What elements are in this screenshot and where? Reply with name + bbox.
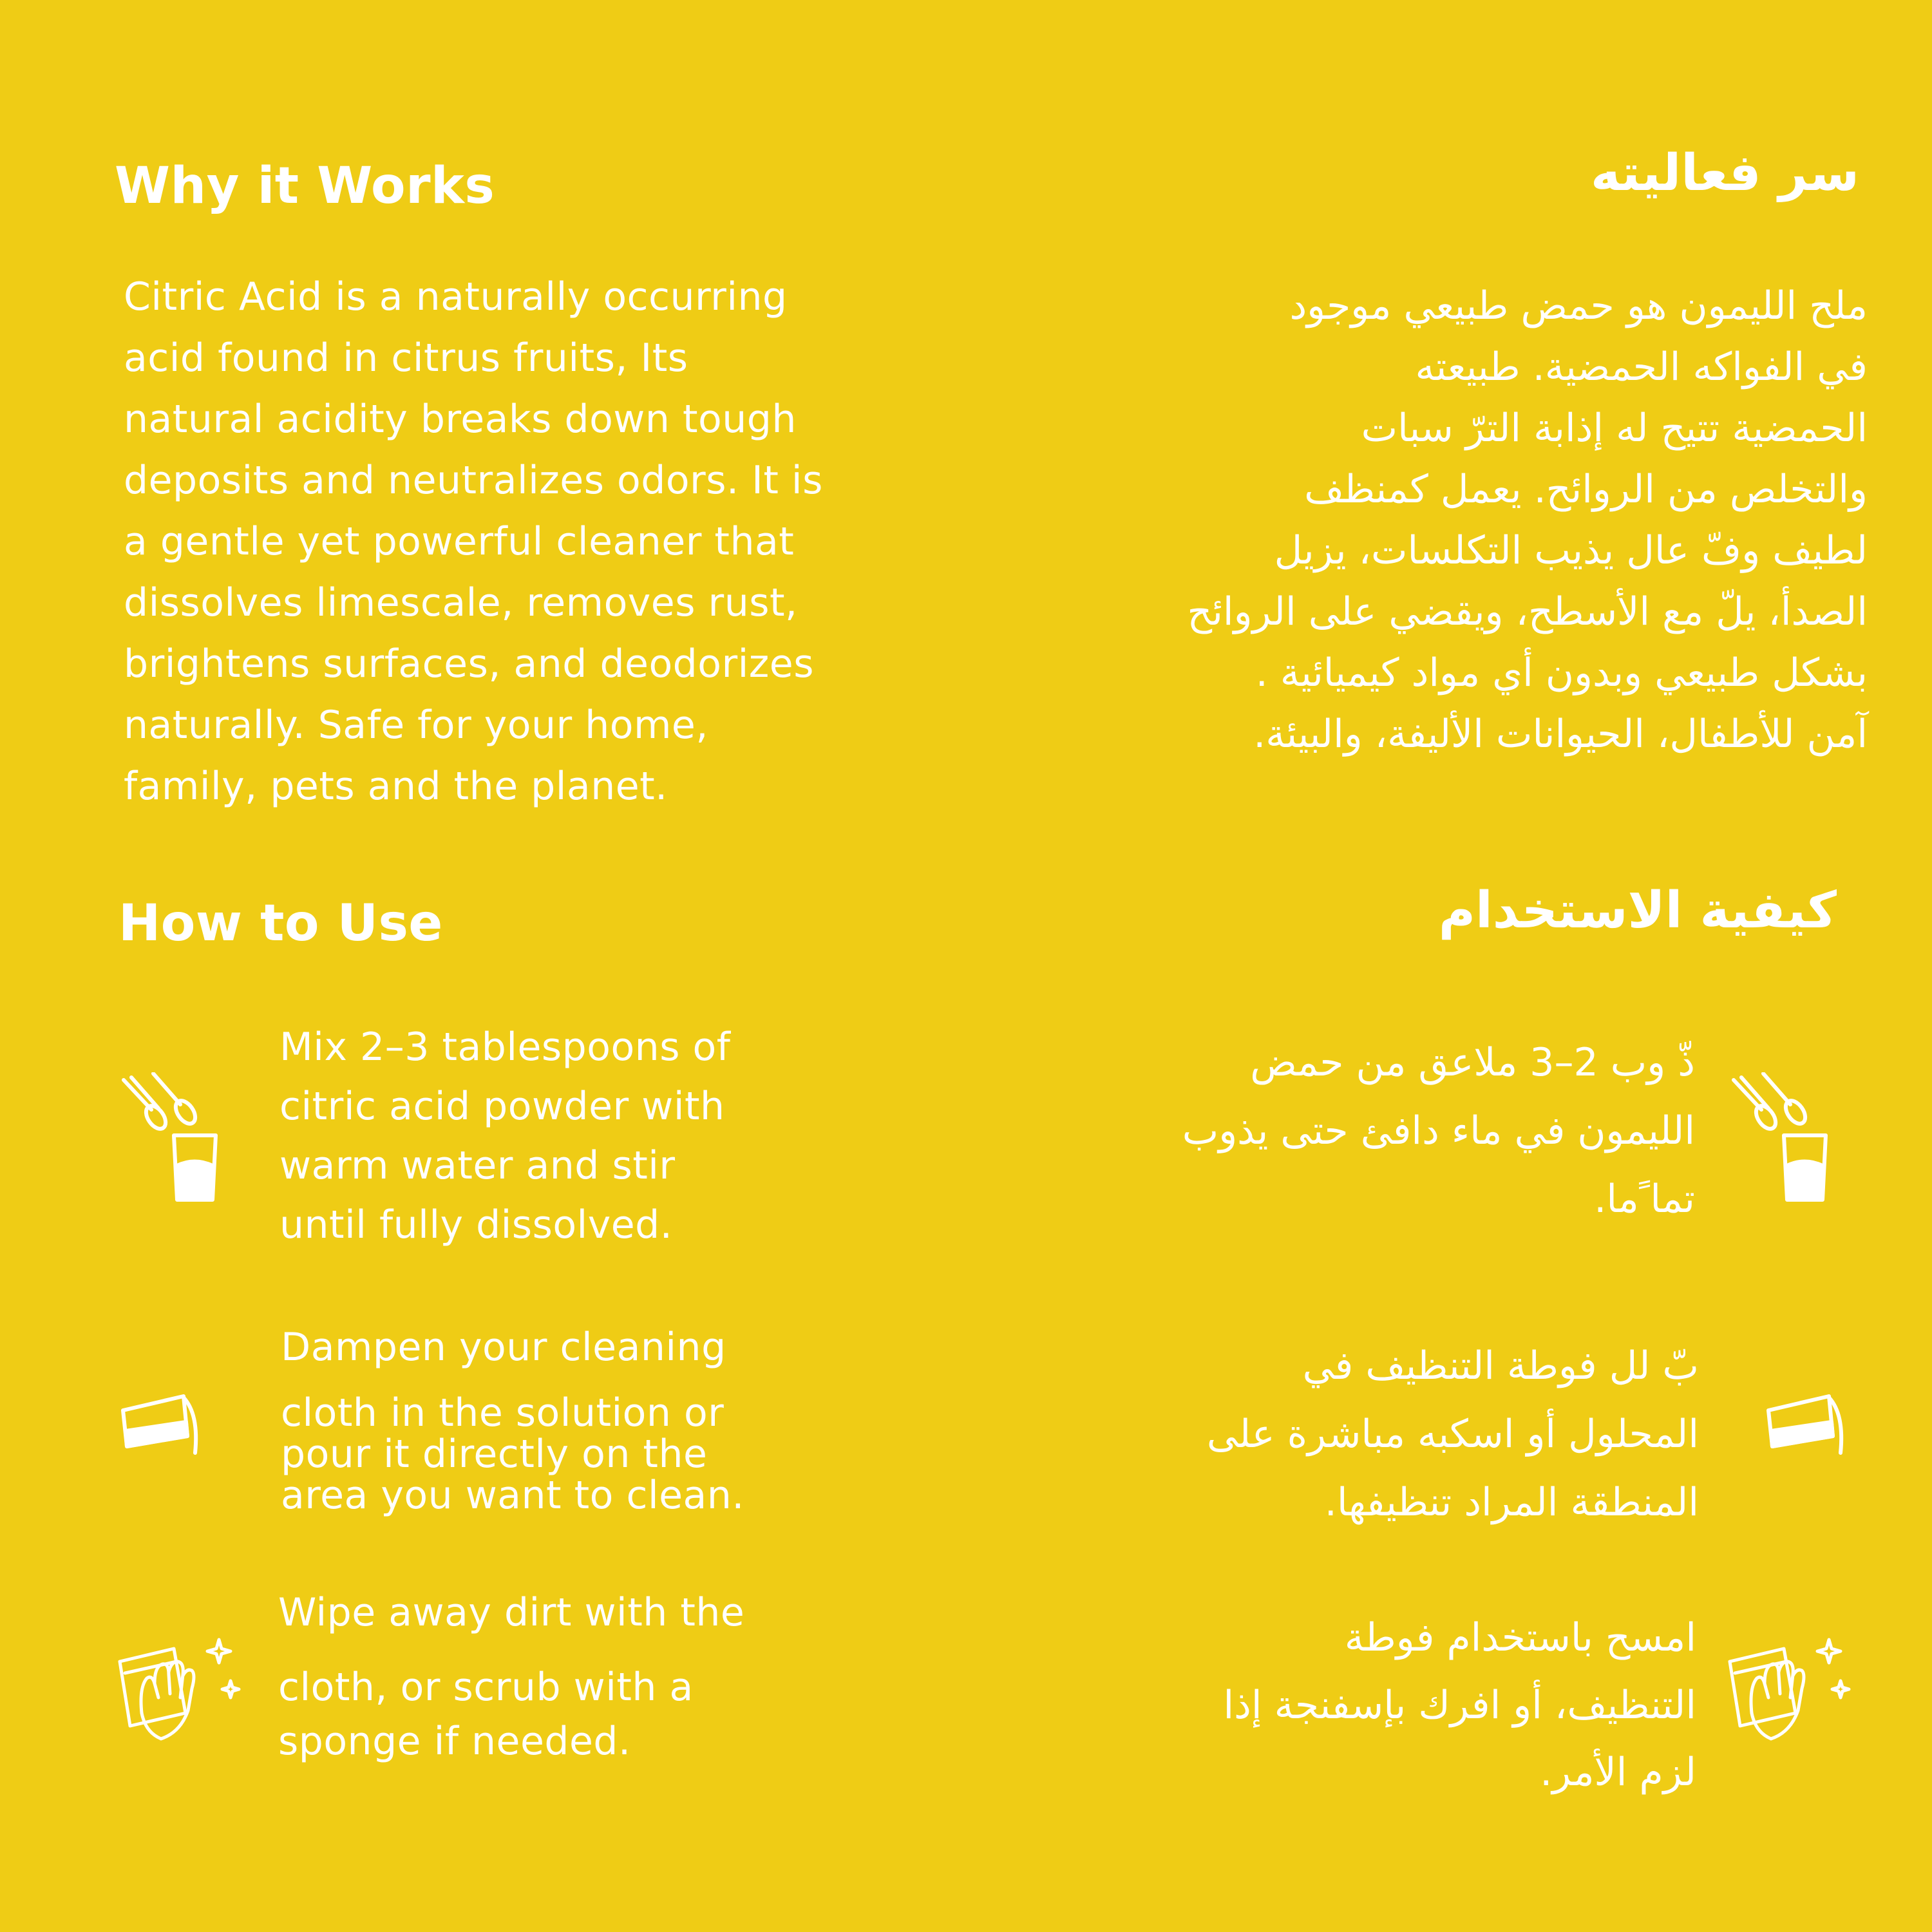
step-3-text-ar-2: التنظيف، أو افرك بإسفنجة إذا لزم الأمر. [1223, 1683, 1696, 1795]
step-2-text-en-1: Dampen your cleaning [281, 1325, 726, 1370]
wiping-hand-icon [1726, 1636, 1855, 1745]
step-2-text-en-2: cloth in the solution or pour it directly on the area you want to clean. [281, 1390, 744, 1518]
how-title-en: How to Use [118, 895, 443, 952]
step-3-text-en-1: Wipe away dirt with the [278, 1590, 745, 1635]
why-title-en: Why it Works [115, 157, 495, 215]
step-3-text-ar-1: امسح باستخدام فوطة [1344, 1615, 1696, 1660]
why-body-en: Citric Acid is a naturally occurring acid found in citrus fruits, Its natural acidity breaks down tough deposits and neutralizes odors. It is a gentle yet powerful cleaner that dissolves limescale, removes rust, brightens surfaces, and deodorizes naturally. Safe for your home, family, pets and the planet. [124, 274, 823, 809]
how-title-ar: كيفية الاستخدام [1438, 882, 1837, 940]
step-1-text-en: Mix 2–3 tablespoons of citric acid powder with warm water and stir until fully dissolved. [279, 1025, 731, 1247]
pouring-cup-icon [1765, 1391, 1848, 1462]
why-title-ar: سر فعاليته [1590, 144, 1859, 202]
step-1-text-ar: ذّ وب 2–3 ملاعق من حمض الليمون في ماء دافئ حتى يذوب تما ًما. [1182, 1040, 1695, 1222]
why-body-ar: ملح الليمون هو حمض طبيعي موجود في الفواكه الحمضية. طبيعته الحمضية تتيح له إذابة الترّ سبات والتخلص من الروائح. يعمل كمنظف لطيف وفّ عال يذيب التكلسات، يزيل الصدأ، يلّ مع الأسطح، ويقضي على الروائح بشكل طبيعي وبدون أي مواد كيميائية . آمن للأطفال، الحيوانات الأليفة، والبيئة. [1187, 283, 1868, 757]
pouring-cup-icon [119, 1391, 203, 1462]
step-3-text-en-2: cloth, or scrub with a sponge if needed. [278, 1665, 694, 1764]
spoons-glass-icon [1726, 1072, 1842, 1208]
spoons-glass-icon [116, 1072, 232, 1208]
wiping-hand-icon [116, 1636, 245, 1745]
step-2-text-ar: بّ لل فوطة التنظيف في المحلول أو اسكبه مباشرة على المنطقة المراد تنظيفها. [1206, 1343, 1699, 1525]
